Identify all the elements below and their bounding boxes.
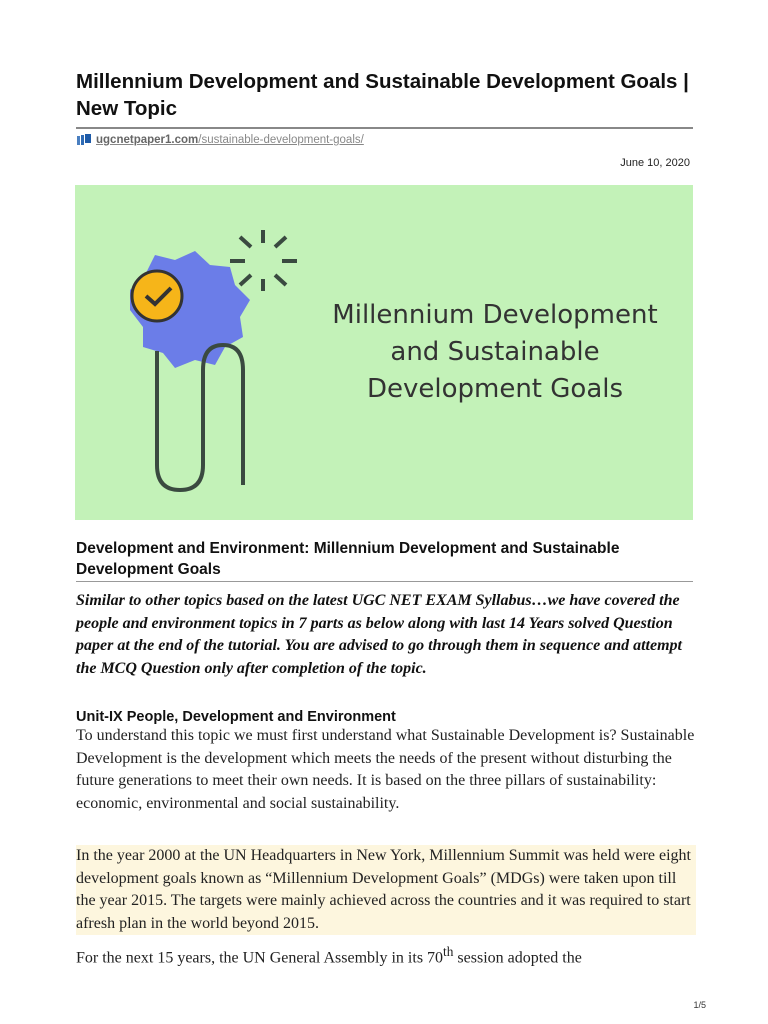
publish-date: June 10, 2020 [620, 157, 690, 169]
book-icon [76, 134, 92, 146]
unit-heading: Unit-IX People, Development and Environment [76, 709, 396, 725]
title-divider [76, 127, 693, 129]
section-heading: Development and Environment: Millennium Development and Sustainable Development Goals [76, 540, 620, 578]
hero-caption: Millennium Development and Sustainable Development Goals [332, 300, 658, 404]
page-number: 1/5 [693, 1000, 706, 1010]
page-title: Millennium Development and Sustainable Development Goals | New Topic [76, 70, 689, 120]
highlighted-paragraph: In the year 2000 at the UN Headquarters in New York, Millennium Summit was held were eight development goals known as “Millennium Development Goals” (MDGs) were taken upon till the year 2015. The targets were mainly achieved across the countries and it was required to start afresh plan in the world beyond 2015. [76, 845, 696, 935]
source-link-row [76, 134, 364, 146]
hero-image [75, 185, 693, 520]
paragraph: For the next 15 years, the UN General Assembly in its 70th session adopted the [76, 944, 582, 967]
section-divider [76, 581, 693, 582]
source-link[interactable]: ugcnetpaper1.com/sustainable-development-goals/ [96, 134, 364, 146]
intro-paragraph: Similar to other topics based on the latest UGC NET EXAM Syllabus…we have covered the people and environment topics in 7 parts as below along with last 14 Years solved Question paper at the end of the tutorial. You are advised to go through them in sequence and attempt the MCQ Question only after completion of the topic. [76, 592, 682, 677]
paragraph: To understand this topic we must first understand what Sustainable Development is? Sustainable Development is the development which meets the needs of the present without disturbing the future generations to meet their own needs. It is based on the three pillars of sustainability: economic, environmental and social sustainability. [76, 727, 695, 812]
